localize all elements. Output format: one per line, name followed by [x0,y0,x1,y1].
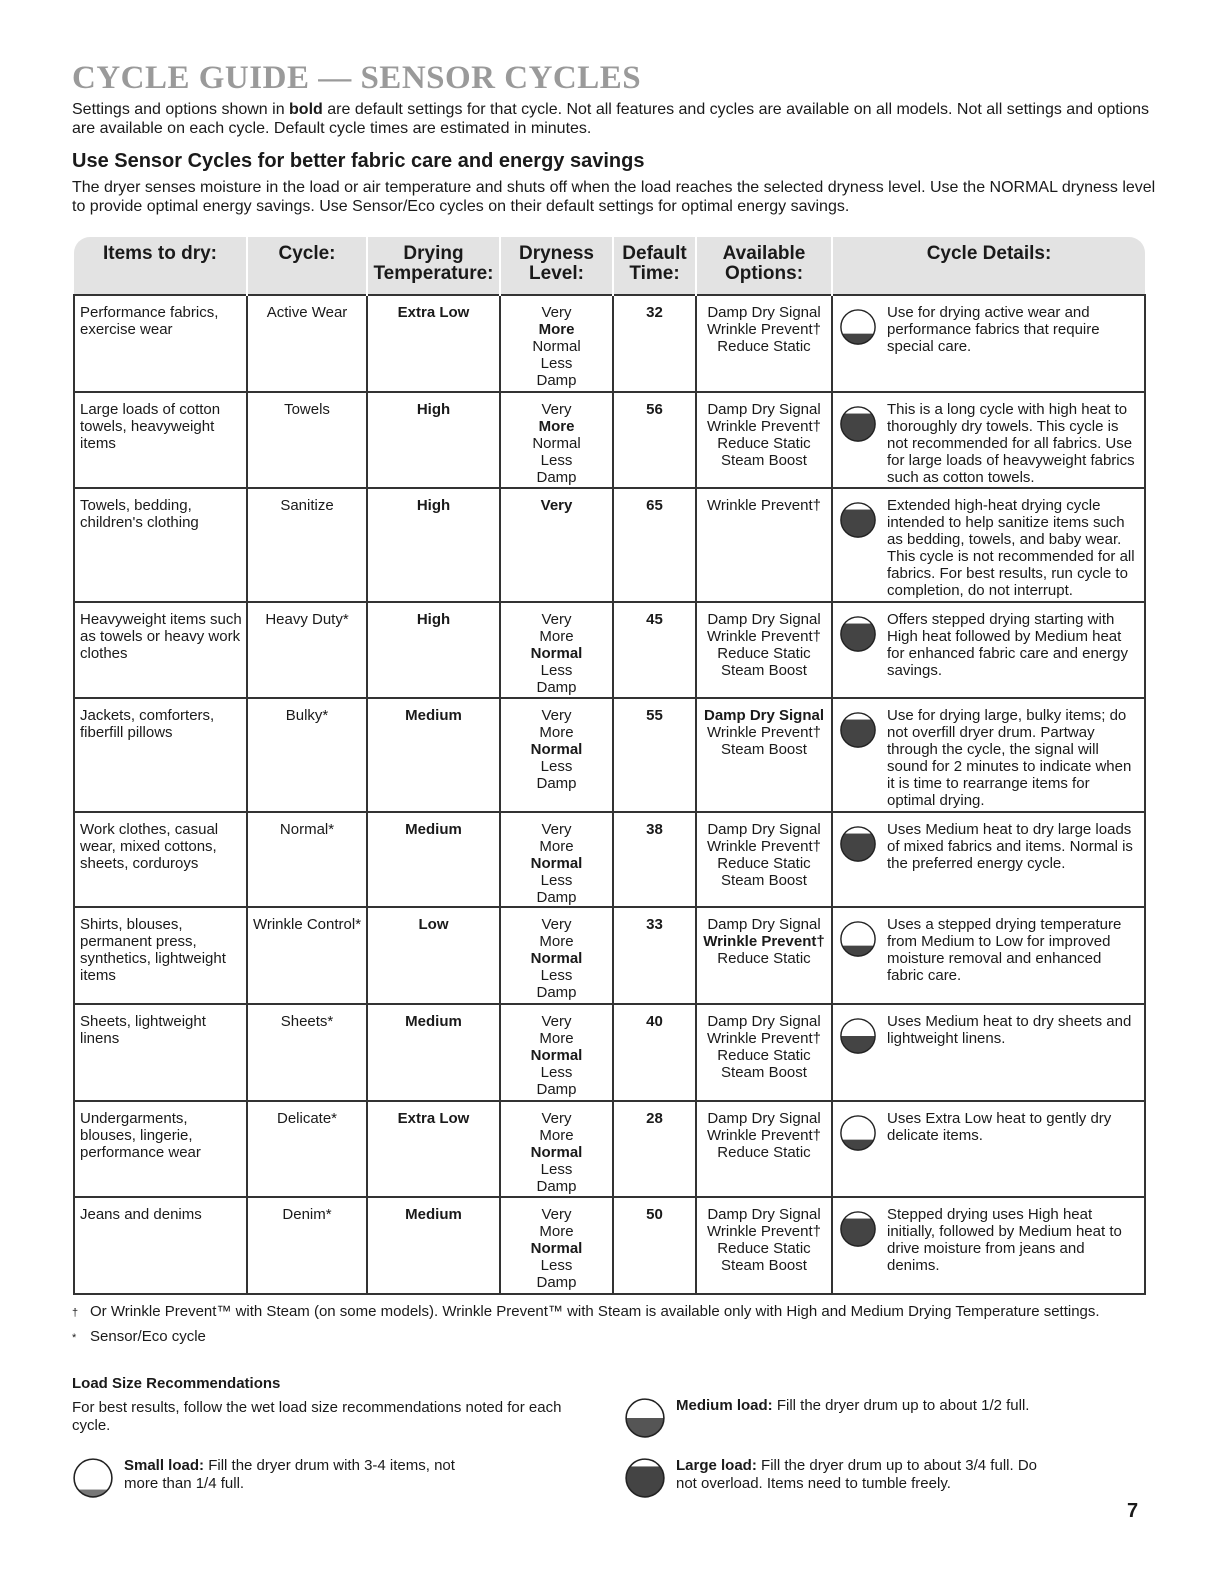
footnote-dagger-mark: † [72,1307,79,1319]
medium-load-label: Medium load: [676,1397,773,1414]
medium-load-icon [624,1397,666,1439]
table-row [74,1004,1145,1101]
option-item: Damp Dry Signal [707,400,821,418]
dryness-level: Normal [532,338,581,355]
medium-load-icon [839,1017,877,1055]
dryness-level: Normal [530,854,583,872]
dryness-levels [500,1004,613,1101]
dryness-level: Normal [530,1046,583,1064]
available-options [696,907,832,1004]
cycle-name: Bulky* [247,698,367,812]
dryness-level: Very [540,497,573,515]
option-item: Wrinkle Prevent† [707,837,821,855]
dryness-level: Very [541,820,572,838]
intro-part-2: are default settings for that cycle. Not all features and cycles are available on all models. Not all settings and options are available on each cycle. Default cycle times are estimated in minutes. [72,101,1150,137]
medium-load-desc: Fill the dryer drum up to about 1/2 full. [772,1397,1030,1414]
header-temperature: Drying Temperature: [367,237,500,295]
dryness-levels [500,392,613,489]
option-item: Wrinkle Prevent† [707,1029,821,1047]
small-load-text [124,1457,492,1493]
intro-bold-word: bold [289,101,323,118]
header-items: Items to dry: [74,237,247,295]
option-item: Wrinkle Prevent† [703,933,825,951]
option-item: Wrinkle Prevent† [707,417,821,435]
small-load-icon [839,1114,877,1152]
drying-temperature: Medium [367,812,500,908]
large-load-desc: Fill the dryer drum up to about 3/4 full. Do not overload. Items need to tumble freely. [676,1457,1037,1492]
dryness-level: Normal [530,1143,583,1161]
default-time: 50 [613,1197,696,1294]
drying-temperature: Medium [367,1197,500,1294]
available-options [696,602,832,698]
option-item: Reduce Static [717,1143,811,1161]
medium-load-note [624,1397,1094,1439]
table-row [74,295,1145,392]
dryness-level: Very [541,1109,572,1127]
large-load-icon [839,1210,877,1248]
dryness-level: More [538,417,575,435]
cycle-details [832,1101,1145,1198]
option-item: Damp Dry Signal [707,916,821,934]
dryness-level: Less [540,757,573,775]
dryness-level: More [539,933,574,951]
footnotes [72,1303,1132,1353]
drying-temperature: High [367,602,500,698]
option-item: Reduce Static [717,1046,811,1064]
dryness-level: Less [540,1063,573,1081]
dryness-level: Damp [536,372,577,389]
cycle-details [832,698,1145,812]
cycle-name: Denim* [247,1197,367,1294]
cycle-details [832,1197,1145,1294]
dryness-level: Very [541,304,572,321]
default-time: 33 [613,907,696,1004]
cycle-details-text: Offers stepped drying starting with High heat followed by Medium heat for enhanced fabric care and energy savings. [887,611,1128,680]
items-to-dry: Jeans and denims [74,1197,247,1294]
large-load-icon [624,1457,666,1499]
table-body [74,295,1145,1294]
cycle-details-wrap [839,1013,1140,1055]
dryness-level: Very [541,1012,572,1030]
dryness-level: More [539,723,574,741]
large-load-icon [839,615,877,653]
header-cycle: Cycle: [247,237,367,295]
option-item: Damp Dry Signal [707,820,821,838]
cycle-details [832,295,1145,392]
cycle-details [832,812,1145,908]
page-number: 7 [1127,1500,1139,1522]
dryness-level: More [539,1029,574,1047]
available-options [696,812,832,908]
dryness-levels [500,488,613,602]
drying-temperature: Medium [367,1004,500,1101]
cycle-details-wrap [839,401,1140,486]
dryness-level: Normal [530,1240,583,1258]
cycle-name: Normal* [247,812,367,908]
option-item: Steam Boost [721,1063,807,1081]
table-row [74,602,1145,698]
table-row [74,698,1145,812]
small-load-icon [839,308,877,346]
cycle-name: Active Wear [247,295,367,392]
option-item: Damp Dry Signal [707,1109,821,1127]
option-item: Steam Boost [721,451,807,469]
dryness-level: Very [541,916,572,934]
option-item: Damp Dry Signal [707,1012,821,1030]
table-row [74,907,1145,1004]
footnote-star-mark: * [72,1332,77,1344]
dryness-level: Less [540,355,573,372]
option-item: Reduce Static [717,645,811,663]
option-item: Wrinkle Prevent† [707,1223,821,1241]
items-to-dry: Large loads of cotton towels, heavyweight items [74,392,247,489]
dryness-level: Less [540,871,573,889]
small-load-icon [72,1457,114,1499]
drying-temperature: High [367,488,500,602]
dryness-level: Very [541,611,572,629]
footnote-star [72,1328,1132,1347]
cycle-details-wrap [839,1110,1140,1152]
option-item: Reduce Static [717,434,811,452]
option-item: Wrinkle Prevent† [707,497,821,515]
items-to-dry: Work clothes, casual wear, mixed cottons, sheets, corduroys [74,812,247,908]
dryness-level: Less [540,1160,573,1178]
default-time: 40 [613,1004,696,1101]
header-details: Cycle Details: [832,237,1145,295]
option-item: Damp Dry Signal [707,1206,821,1224]
default-time: 28 [613,1101,696,1198]
dryness-level: Normal [530,950,583,968]
cycle-name: Heavy Duty* [247,602,367,698]
dryness-level: Very [541,400,572,418]
footnote-dagger [72,1303,1132,1322]
option-item: Wrinkle Prevent† [707,723,821,741]
items-to-dry: Jackets, comforters, fiberfill pillows [74,698,247,812]
cycle-details-text: Uses Medium heat to dry sheets and lightweight linens. [887,1012,1132,1047]
cycle-details [832,392,1145,489]
medium-load-text [676,1397,1029,1415]
dryness-level: More [539,837,574,855]
dryness-level: Less [540,451,573,469]
cycle-details-wrap [839,916,1140,984]
cycle-name: Sanitize [247,488,367,602]
available-options [696,698,832,812]
large-load-text [676,1457,1044,1493]
option-item: Wrinkle Prevent† [707,321,821,338]
cycle-details-wrap [839,611,1140,679]
large-load-icon [839,405,877,443]
dryness-level: Damp [536,1177,577,1195]
cycle-details [832,1004,1145,1101]
drying-temperature: High [367,392,500,489]
dryness-levels [500,907,613,1004]
default-time: 38 [613,812,696,908]
items-to-dry: Shirts, blouses, permanent press, synthetics, lightweight items [74,907,247,1004]
header-dryness: Dryness Level: [500,237,613,295]
footnote-star-text: Sensor/Eco cycle [90,1328,206,1345]
option-item: Reduce Static [717,1240,811,1258]
dryness-level: Less [540,662,573,680]
table-row [74,1101,1145,1198]
dryness-level: Very [541,1206,572,1224]
dryness-level: Normal [530,740,583,758]
option-item: Damp Dry Signal [707,611,821,629]
dryness-level: Less [540,967,573,985]
small-load-desc: Fill the dryer drum with 3-4 items, not more than 1/4 full. [124,1457,455,1492]
load-size-intro: For best results, follow the wet load size recommendations noted for each cycle. [72,1399,562,1434]
items-to-dry: Performance fabrics, exercise wear [74,295,247,392]
dryness-level: Damp [536,1274,577,1292]
dryness-level: More [539,628,574,646]
cycle-details [832,602,1145,698]
table-row [74,1197,1145,1294]
footnote-dagger-text: Or Wrinkle Prevent™ with Steam (on some models). Wrinkle Prevent™ with Steam is available only with High and Medium Drying Temperature settings. [90,1303,1100,1320]
section-description: The dryer senses moisture in the load or air temperature and shuts off when the load reaches the selected dryness level. Use the NORMAL dryness level to provide optimal energy savings. Use Sensor/Eco cycles on their default settings for optimal energy savings. [72,179,1156,215]
available-options [696,392,832,489]
dryness-levels [500,698,613,812]
option-item: Reduce Static [717,950,811,968]
cycle-details-wrap [839,497,1140,599]
dryness-level: Normal [530,645,583,663]
large-load-icon [839,825,877,863]
cycle-name: Delicate* [247,1101,367,1198]
items-to-dry: Towels, bedding, children's clothing [74,488,247,602]
small-load-note [72,1457,492,1499]
option-item: Damp Dry Signal [703,706,825,724]
items-to-dry: Heavyweight items such as towels or heavy work clothes [74,602,247,698]
default-time: 56 [613,392,696,489]
drying-temperature: Extra Low [367,1101,500,1198]
cycle-details-text: Uses Extra Low heat to gently dry delicate items. [887,1109,1112,1144]
dryness-level: Damp [536,984,577,1002]
header-options: Available Options: [696,237,832,295]
dryness-level: Damp [536,888,577,906]
dryness-level: Damp [536,774,577,792]
table-row [74,392,1145,489]
default-time: 65 [613,488,696,602]
option-item: Reduce Static [717,854,811,872]
large-load-icon [839,711,877,749]
dryness-levels [500,1197,613,1294]
default-time: 32 [613,295,696,392]
dryness-levels [500,602,613,698]
option-item: Damp Dry Signal [707,304,821,321]
available-options [696,488,832,602]
available-options [696,295,832,392]
intro-text [72,100,1152,138]
header-time: Default Time: [613,237,696,295]
cycle-details [832,488,1145,602]
small-load-label: Small load: [124,1457,205,1474]
small-load-icon [839,920,877,958]
cycle-guide-table [73,237,1146,1295]
available-options [696,1101,832,1198]
available-options [696,1197,832,1294]
intro-part-1: Settings and options shown in [72,101,290,118]
cycle-name: Sheets* [247,1004,367,1101]
page-title: CYCLE GUIDE — SENSOR CYCLES [72,60,642,96]
cycle-details-wrap [839,707,1140,809]
dryness-levels [500,295,613,392]
cycle-name: Wrinkle Control* [247,907,367,1004]
items-to-dry: Sheets, lightweight linens [74,1004,247,1101]
table-header-row [74,237,1145,295]
option-item: Wrinkle Prevent† [707,628,821,646]
large-load-note [624,1457,1044,1499]
dryness-level: Damp [536,679,577,697]
option-item: Steam Boost [721,1257,807,1275]
option-item: Wrinkle Prevent† [707,1126,821,1144]
table-row [74,812,1145,908]
cycle-details-wrap [839,304,1140,355]
dryness-level: More [539,1126,574,1144]
cycle-details-text: Uses a stepped drying temperature from Medium to Low for improved moisture removal and enhanced fabric care. [887,916,1122,985]
table-row [74,488,1145,602]
items-to-dry: Undergarments, blouses, lingerie, performance wear [74,1101,247,1198]
dryness-level: Damp [536,468,577,486]
drying-temperature: Medium [367,698,500,812]
dryness-level: Normal [532,434,581,452]
cycle-details-text: Uses Medium heat to dry large loads of mixed fabrics and items. Normal is the preferred energy cycle. [887,820,1133,872]
load-size-title: Load Size Recommendations [72,1375,281,1392]
cycle-name: Towels [247,392,367,489]
option-item: Steam Boost [721,662,807,680]
available-options [696,1004,832,1101]
cycle-details-text: Extended high-heat drying cycle intended to help sanitize items such as bedding, towels, and baby wear. This cycle is not recommended for all fabrics. For best results, run cycle to completion, do not interrupt. [887,497,1135,600]
dryness-level: More [538,321,575,338]
large-load-icon [839,501,877,539]
dryness-level: Damp [536,1080,577,1098]
cycle-details-wrap [839,1206,1140,1274]
large-load-label: Large load: [676,1457,757,1474]
dryness-level: Less [540,1257,573,1275]
option-item: Steam Boost [721,871,807,889]
cycle-details-wrap [839,821,1140,872]
dryness-levels [500,1101,613,1198]
dryness-level: Very [541,706,572,724]
option-item: Reduce Static [717,338,811,355]
cycle-details [832,907,1145,1004]
cycle-details-text: Use for drying large, bulky items; do not overfill dryer drum. Partway through the cycle, the signal will sound for 2 minutes to indicate when it is time to rearrange items for optimal drying. [887,706,1132,809]
section-subtitle: Use Sensor Cycles for better fabric care and energy savings [72,150,645,172]
default-time: 45 [613,602,696,698]
drying-temperature: Low [367,907,500,1004]
option-item: Steam Boost [721,740,807,758]
default-time: 55 [613,698,696,812]
cycle-details-text: This is a long cycle with high heat to thoroughly dry towels. This cycle is not recommended for all fabrics. Use for large loads of heavyweight fabrics such as cotton towels. [887,400,1135,486]
dryness-level: More [539,1223,574,1241]
drying-temperature: Extra Low [367,295,500,392]
dryness-levels [500,812,613,908]
cycle-details-text: Use for drying active wear and performance fabrics that require special care. [887,304,1100,355]
cycle-details-text: Stepped drying uses High heat initially, followed by Medium heat to drive moisture from jeans and denims. [887,1206,1122,1275]
